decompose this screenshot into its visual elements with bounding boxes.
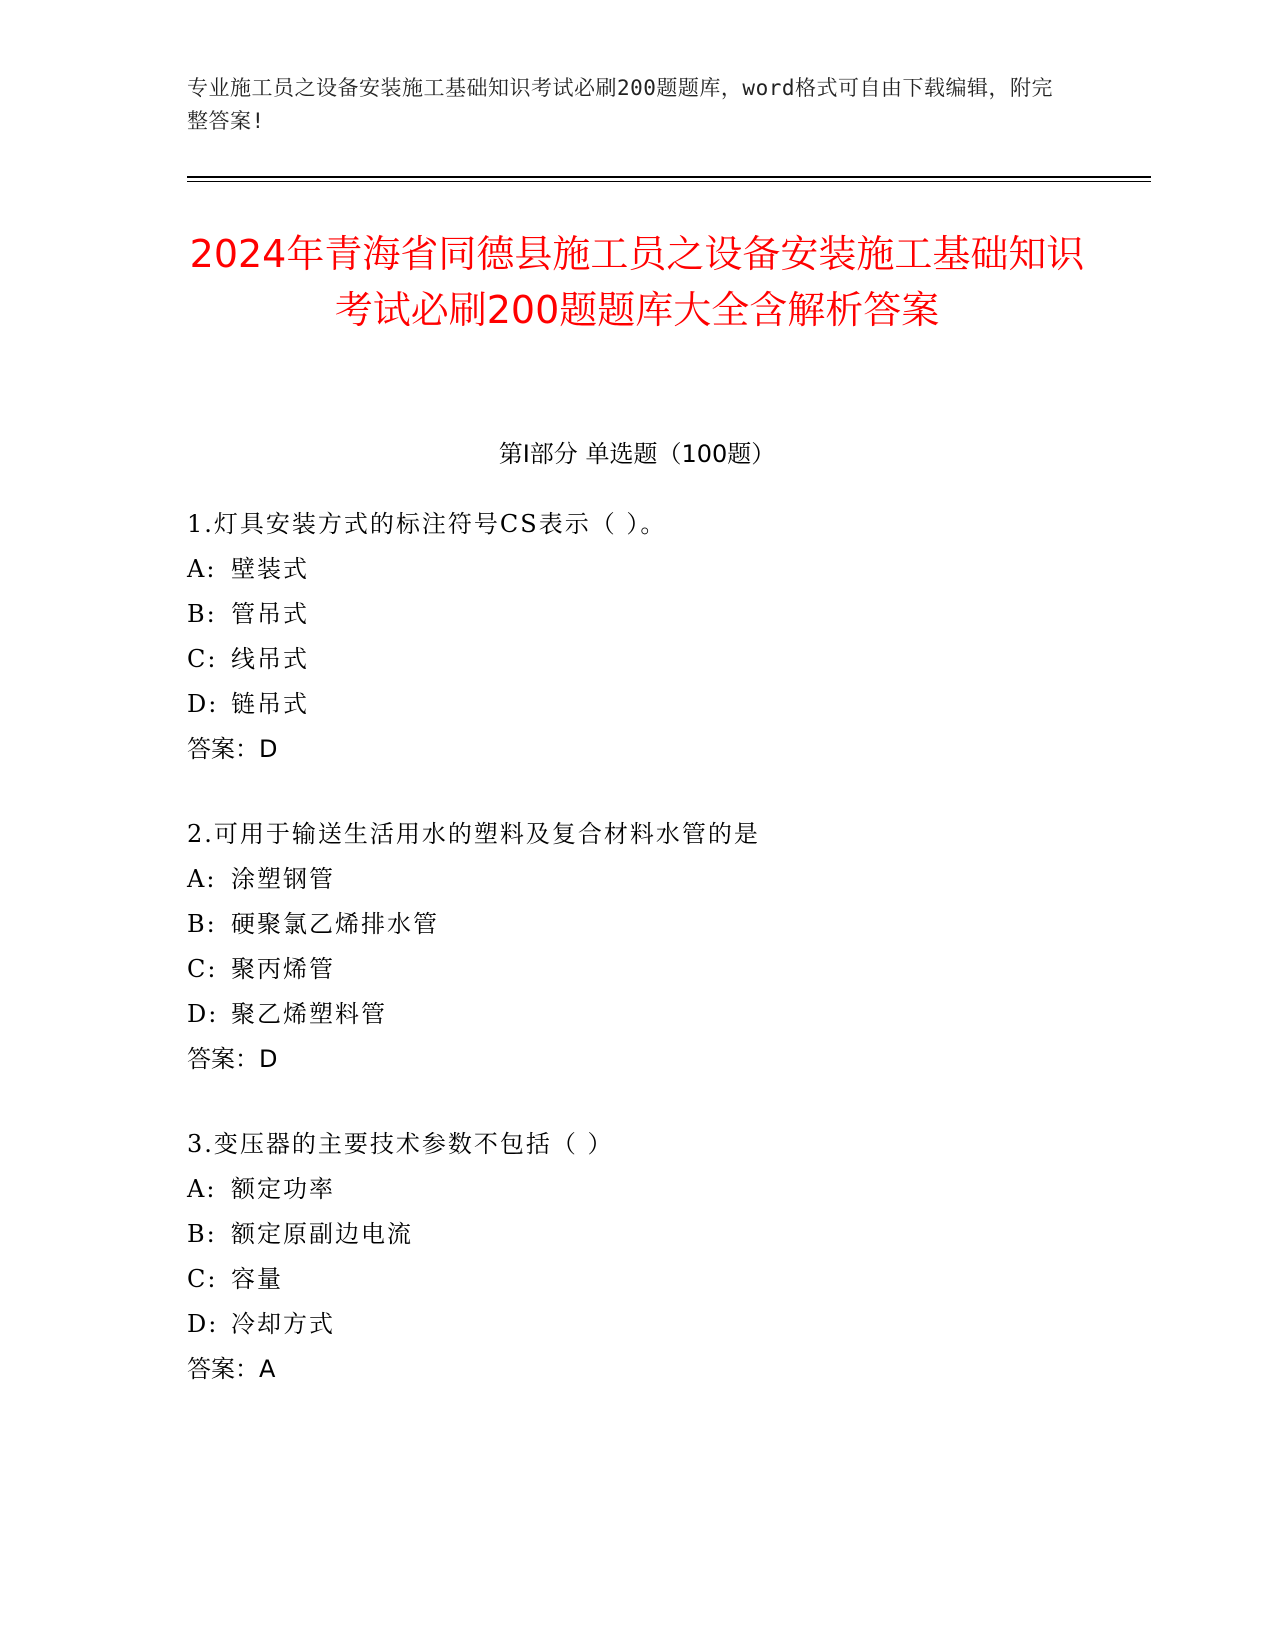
option-c [187, 1257, 1087, 1302]
question-2 [187, 812, 1087, 1082]
option-b [187, 902, 1087, 947]
option-b [187, 1212, 1087, 1257]
option-a [187, 1167, 1087, 1212]
option-text: 聚乙烯塑料管 [231, 1000, 387, 1028]
option-c [187, 637, 1087, 682]
option-letter: A: [187, 865, 217, 893]
option-d [187, 682, 1087, 727]
option-letter: A: [187, 555, 217, 583]
option-text: 线吊式 [231, 645, 309, 673]
option-b [187, 592, 1087, 637]
option-letter: C: [187, 1265, 218, 1293]
option-letter: D: [187, 1310, 219, 1338]
option-letter: D: [187, 1000, 219, 1028]
question-3 [187, 1122, 1087, 1392]
option-letter: A: [187, 1175, 217, 1203]
question-stem: 1.灯具安装方式的标注符号CS表示（ ）。 [187, 510, 667, 538]
section-title: 第I部分 单选题（100题） [498, 440, 776, 468]
answer-line: 答案：A [187, 1355, 276, 1383]
option-text: 聚丙烯管 [231, 955, 335, 983]
answer-line: 答案：D [187, 1045, 278, 1073]
option-text: 壁装式 [231, 555, 309, 583]
option-d [187, 1302, 1087, 1347]
answer-line: 答案：D [187, 735, 278, 763]
option-letter: B: [187, 600, 217, 628]
option-letter: B: [187, 910, 217, 938]
header-divider-thin [187, 181, 1151, 182]
option-c [187, 947, 1087, 992]
header-note: 专业施工员之设备安装施工基础知识考试必刷200题题库，word格式可自由下载编辑，附完整答案! [187, 76, 1053, 133]
option-a [187, 547, 1087, 592]
question-stem: 2.可用于输送生活用水的塑料及复合材料水管的是 [187, 820, 760, 848]
header-divider-thick [187, 176, 1151, 178]
option-letter: B: [187, 1220, 217, 1248]
option-text: 额定原副边电流 [231, 1220, 413, 1248]
question-1 [187, 502, 1087, 772]
question-stem: 3.变压器的主要技术参数不包括（ ） [187, 1130, 614, 1158]
option-text: 涂塑钢管 [231, 865, 335, 893]
option-text: 冷却方式 [231, 1310, 335, 1338]
option-letter: C: [187, 955, 218, 983]
option-d [187, 992, 1087, 1037]
document-title: 2024年青海省同德县施工员之设备安装施工基础知识考试必刷200题题库大全含解析答案 [189, 232, 1085, 332]
option-text: 额定功率 [231, 1175, 335, 1203]
option-text: 链吊式 [231, 690, 309, 718]
option-text: 容量 [231, 1265, 283, 1293]
option-a [187, 857, 1087, 902]
option-letter: D: [187, 690, 219, 718]
option-text: 硬聚氯乙烯排水管 [231, 910, 439, 938]
option-text: 管吊式 [231, 600, 309, 628]
option-letter: C: [187, 645, 218, 673]
